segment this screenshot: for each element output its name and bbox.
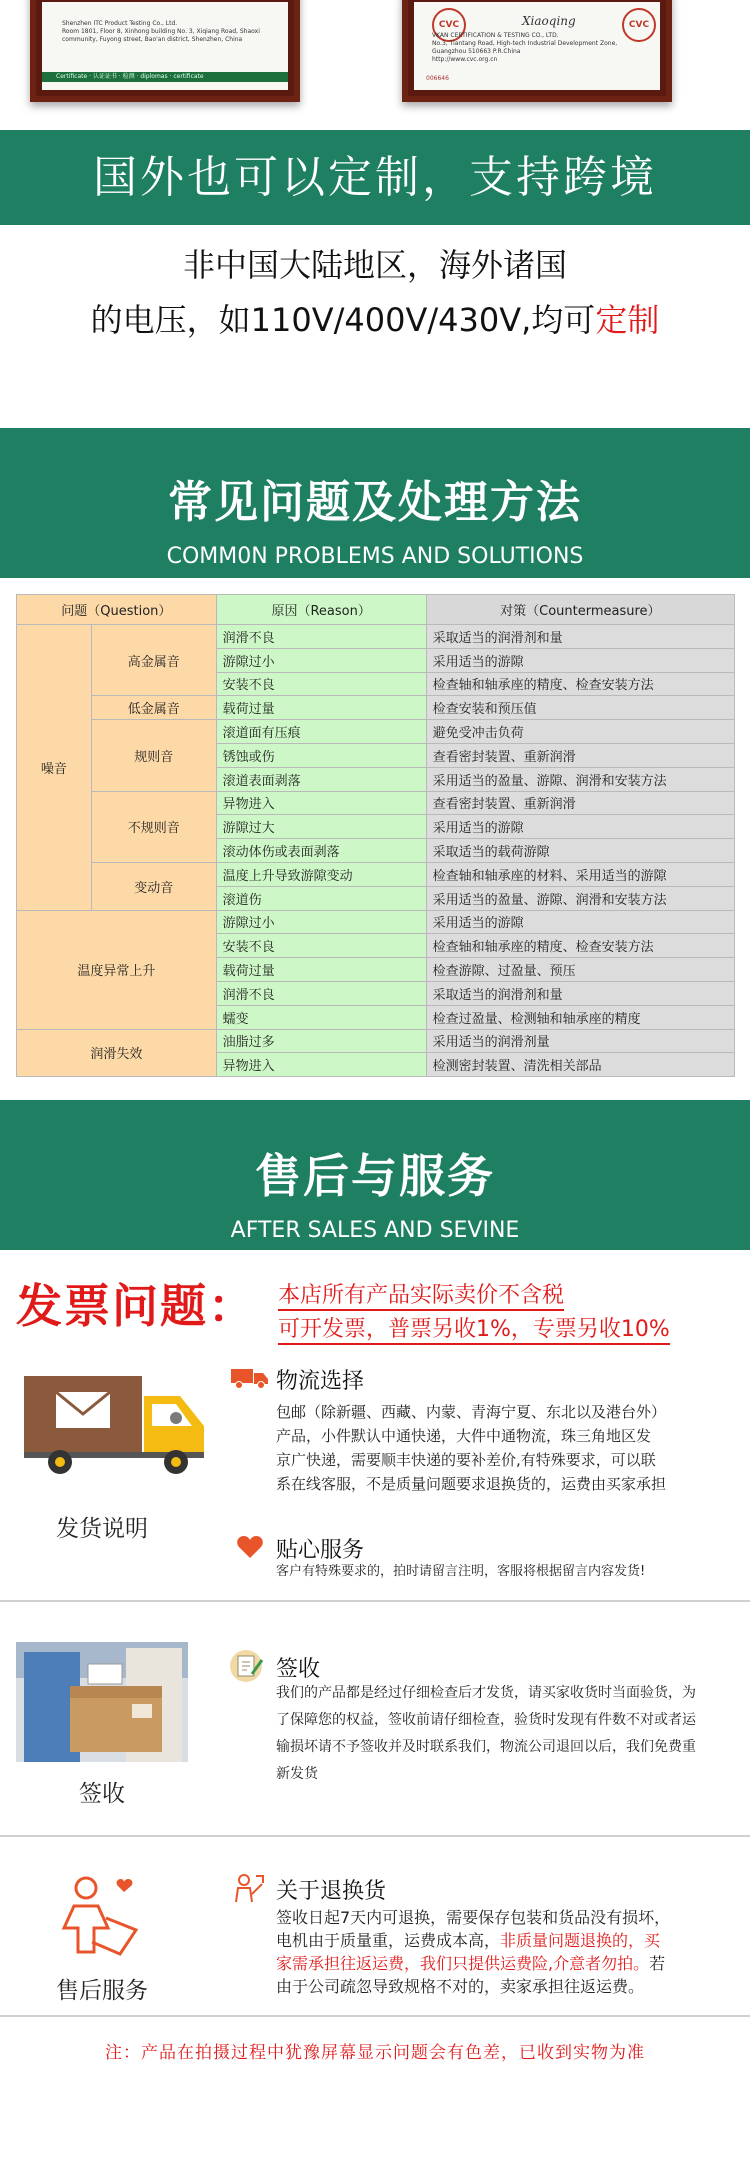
returns-text-warning: 非质量问题退换的，买 bbox=[500, 1931, 661, 1950]
voltage-highlight: 定制 bbox=[595, 301, 660, 339]
logistics-text bbox=[276, 1400, 666, 1496]
after-sales-caption: 售后服务 bbox=[56, 1978, 148, 2004]
section-divider bbox=[0, 1600, 750, 1602]
return-exchange-icon bbox=[230, 1872, 266, 1906]
package-handover-photo bbox=[16, 1642, 188, 1762]
voltage-line-2 bbox=[0, 295, 750, 341]
countermeasure-cell: 采用适当的游隙 bbox=[426, 910, 734, 934]
after-sales-banner bbox=[0, 1100, 750, 1250]
receipt-line: 新发货 bbox=[276, 1766, 318, 1782]
customer-service-icon bbox=[50, 1870, 150, 1960]
problem-category: 噪音 bbox=[17, 625, 92, 911]
table-header-row bbox=[17, 595, 735, 625]
color-difference-note: 注：产品在拍摄过程中犹豫屏幕显示问题会有色差，已收到实物为准 bbox=[105, 2043, 645, 2063]
reason-cell: 异物进入 bbox=[216, 1053, 426, 1077]
small-truck-icon bbox=[230, 1366, 270, 1390]
countermeasure-cell: 采取适当的载荷游隙 bbox=[426, 839, 734, 863]
cert-company: Shenzhen ITC Product Testing Co., Ltd. bbox=[62, 20, 178, 27]
table-row bbox=[17, 910, 735, 934]
countermeasure-cell: 检查轴和轴承座的精度、检查安装方法 bbox=[426, 934, 734, 958]
table-body bbox=[17, 625, 735, 1077]
receipt-line: 了保障您的权益，签收前请仔细检查，验货时发现有件数不对或者运 bbox=[276, 1712, 696, 1728]
receipt-line: 我们的产品都是经过仔细检查后才发货，请买家收货时当面验货，为 bbox=[276, 1685, 696, 1701]
cert-org: VKAN CERTIFICATION & TESTING CO., LTD. bbox=[432, 32, 559, 39]
reason-cell: 蠕变 bbox=[216, 1005, 426, 1029]
problems-table bbox=[16, 594, 735, 1077]
countermeasure-cell: 采用适当的游隙 bbox=[426, 648, 734, 672]
certificate-text bbox=[62, 20, 282, 44]
customization-banner bbox=[0, 130, 750, 225]
receipt-text bbox=[276, 1680, 696, 1788]
receipt-line: 输损坏请不予签收并及时联系我们，物流公司退回以后，我们免费重 bbox=[276, 1739, 696, 1755]
reason-cell: 滚道面有压痕 bbox=[216, 720, 426, 744]
banner-title: 售后与服务 bbox=[255, 1149, 495, 1203]
countermeasure-cell: 查看密封装置、重新润滑 bbox=[426, 791, 734, 815]
countermeasure-cell: 采用适当的润滑剂量 bbox=[426, 1029, 734, 1053]
service-title: 贴心服务 bbox=[276, 1538, 365, 1563]
countermeasure-cell: 检查轴和轴承座的材料、采用适当的游隙 bbox=[426, 862, 734, 886]
returns-text-normal: 电机由于质量重，运费成本高， bbox=[276, 1931, 501, 1950]
returns-line bbox=[276, 1929, 670, 1952]
signature: Xiaoqing bbox=[522, 14, 576, 28]
section-divider bbox=[0, 2015, 750, 2017]
cert-address: Room 1801, Floor 8, Xinhong building No. 3, Xiqiang Road, Shaoxi community, Fuyong street, Bao'an district, Shenzhen, China bbox=[62, 28, 260, 43]
section-divider bbox=[0, 1835, 750, 1837]
problem-subcategory: 低金属音 bbox=[91, 696, 216, 720]
certificate-paper bbox=[42, 2, 288, 90]
certificate-frame-itc bbox=[30, 0, 300, 102]
cert-serial: 006646 bbox=[426, 75, 449, 82]
reason-cell: 载荷过量 bbox=[216, 696, 426, 720]
reason-cell: 油脂过多 bbox=[216, 1029, 426, 1053]
countermeasure-cell: 检查过盈量、检测轴和轴承座的精度 bbox=[426, 1005, 734, 1029]
reason-cell: 滚道表面剥落 bbox=[216, 767, 426, 791]
table-row bbox=[17, 791, 735, 815]
countermeasure-cell: 检测密封装置、清洗相关部品 bbox=[426, 1053, 734, 1077]
countermeasure-cell: 检查轴和轴承座的精度、检查安装方法 bbox=[426, 672, 734, 696]
shipping-caption: 发货说明 bbox=[56, 1516, 148, 1542]
certificates-area bbox=[0, 0, 750, 130]
countermeasure-cell: 采用适当的盈量、游隙、润滑和安装方法 bbox=[426, 767, 734, 791]
returns-title: 关于退换货 bbox=[276, 1879, 387, 1904]
problem-subcategory: 规则音 bbox=[91, 720, 216, 791]
banner-subtitle: COMM0N PROBLEMS AND SOLUTIONS bbox=[166, 544, 584, 569]
returns-text bbox=[276, 1906, 670, 1998]
countermeasure-cell: 检查游隙、过盈量、预压 bbox=[426, 958, 734, 982]
returns-line: 由于公司疏忽导致规格不对的，卖家承担往返运费。 bbox=[276, 1977, 645, 1996]
reason-cell: 游隙过小 bbox=[216, 910, 426, 934]
invoice-line-2: 可开发票，普票另收1%，专票另收10% bbox=[278, 1312, 670, 1345]
certificate-paper bbox=[414, 2, 660, 90]
reason-cell: 锈蚀或伤 bbox=[216, 743, 426, 767]
table-row bbox=[17, 862, 735, 886]
table-row bbox=[17, 696, 735, 720]
cert-address: No.3, Tiantang Road, High-tech Industrial Development Zone, Guangzhou 510663 P.R.China bbox=[432, 40, 618, 55]
reason-cell: 安装不良 bbox=[216, 672, 426, 696]
logistics-title: 物流选择 bbox=[276, 1369, 365, 1394]
countermeasure-cell: 查看密封装置、重新润滑 bbox=[426, 743, 734, 767]
header-reason: 原因（Reason） bbox=[216, 595, 426, 625]
banner-title: 国外也可以定制，支持跨境 bbox=[93, 152, 657, 203]
header-question: 问题（Question） bbox=[17, 595, 217, 625]
invoice-line-1: 本店所有产品实际卖价不含税 bbox=[278, 1278, 564, 1311]
reason-cell: 润滑不良 bbox=[216, 981, 426, 1005]
logistics-line: 产品，小件默认中通快递，大件中通物流，珠三角地区发 bbox=[276, 1427, 652, 1445]
service-text: 客户有特殊要求的，拍时请留言注明，客服将根据留言内容发货! bbox=[276, 1564, 646, 1579]
returns-text-normal: 若 bbox=[649, 1954, 666, 1973]
cert-band: Certificate · 认证证书 · 检测 · diplomas · certificate bbox=[42, 72, 288, 82]
reason-cell: 游隙过大 bbox=[216, 815, 426, 839]
reason-cell: 异物进入 bbox=[216, 791, 426, 815]
header-countermeasure: 对策（Countermeasure） bbox=[426, 595, 734, 625]
delivery-truck-icon bbox=[20, 1370, 210, 1480]
logistics-line: 系在线客服，不是质量问题要求退换货的，运费由买家承担 bbox=[276, 1475, 667, 1493]
voltage-line-1: 非中国大陆地区，海外诸国 bbox=[182, 246, 567, 284]
countermeasure-cell: 检查安装和预压值 bbox=[426, 696, 734, 720]
banner-title: 常见问题及处理方法 bbox=[168, 477, 582, 528]
countermeasure-cell: 避免受冲击负荷 bbox=[426, 720, 734, 744]
heart-icon bbox=[236, 1534, 264, 1560]
certificate-frame-cvc bbox=[402, 0, 672, 102]
cvc-logo-icon: CVC bbox=[432, 8, 466, 42]
table-row bbox=[17, 720, 735, 744]
reason-cell: 滚道伤 bbox=[216, 886, 426, 910]
problem-category: 温度异常上升 bbox=[17, 910, 217, 1029]
problem-category: 润滑失效 bbox=[17, 1029, 217, 1077]
table-row bbox=[17, 1029, 735, 1053]
cert-web: http://www.cvc.org.cn bbox=[432, 56, 498, 63]
invoice-title: 发票问题： bbox=[16, 1279, 256, 1333]
returns-text-warning: 家需承担往返运费，我们只提供运费险,介意者勿拍。 bbox=[276, 1954, 650, 1973]
sign-document-icon bbox=[228, 1648, 268, 1684]
receipt-caption: 签收 bbox=[79, 1781, 125, 1807]
voltage-text: 的电压，如110V/400V/430V,均可 bbox=[90, 301, 596, 339]
returns-line bbox=[276, 1952, 670, 1975]
table-row bbox=[17, 625, 735, 649]
reason-cell: 润滑不良 bbox=[216, 625, 426, 649]
countermeasure-cell: 采取适当的润滑剂和量 bbox=[426, 981, 734, 1005]
cvc-seal-icon: CVC bbox=[622, 8, 656, 42]
problems-banner bbox=[0, 428, 750, 578]
reason-cell: 滚动体伤或表面剥落 bbox=[216, 839, 426, 863]
certificate-text bbox=[432, 32, 632, 64]
problem-subcategory: 不规则音 bbox=[91, 791, 216, 862]
problem-subcategory: 高金属音 bbox=[91, 625, 216, 696]
countermeasure-cell: 采取适当的润滑剂和量 bbox=[426, 625, 734, 649]
countermeasure-cell: 采用适当的游隙 bbox=[426, 815, 734, 839]
problem-subcategory: 变动音 bbox=[91, 862, 216, 910]
logistics-line: 包邮（除新疆、西藏、内蒙、青海宁夏、东北以及港台外） bbox=[276, 1403, 667, 1421]
logistics-line: 京广快递，需要顺丰快递的要补差价,有特殊要求，可以联 bbox=[276, 1451, 656, 1469]
returns-line: 签收日起7天内可退换，需要保存包装和货品没有损坏， bbox=[276, 1908, 671, 1927]
reason-cell: 安装不良 bbox=[216, 934, 426, 958]
receipt-title: 签收 bbox=[276, 1657, 321, 1682]
banner-subtitle: AFTER SALES AND SEVINE bbox=[230, 1218, 520, 1243]
countermeasure-cell: 采用适当的盈量、游隙、润滑和安装方法 bbox=[426, 886, 734, 910]
reason-cell: 载荷过量 bbox=[216, 958, 426, 982]
reason-cell: 温度上升导致游隙变动 bbox=[216, 862, 426, 886]
reason-cell: 游隙过小 bbox=[216, 648, 426, 672]
